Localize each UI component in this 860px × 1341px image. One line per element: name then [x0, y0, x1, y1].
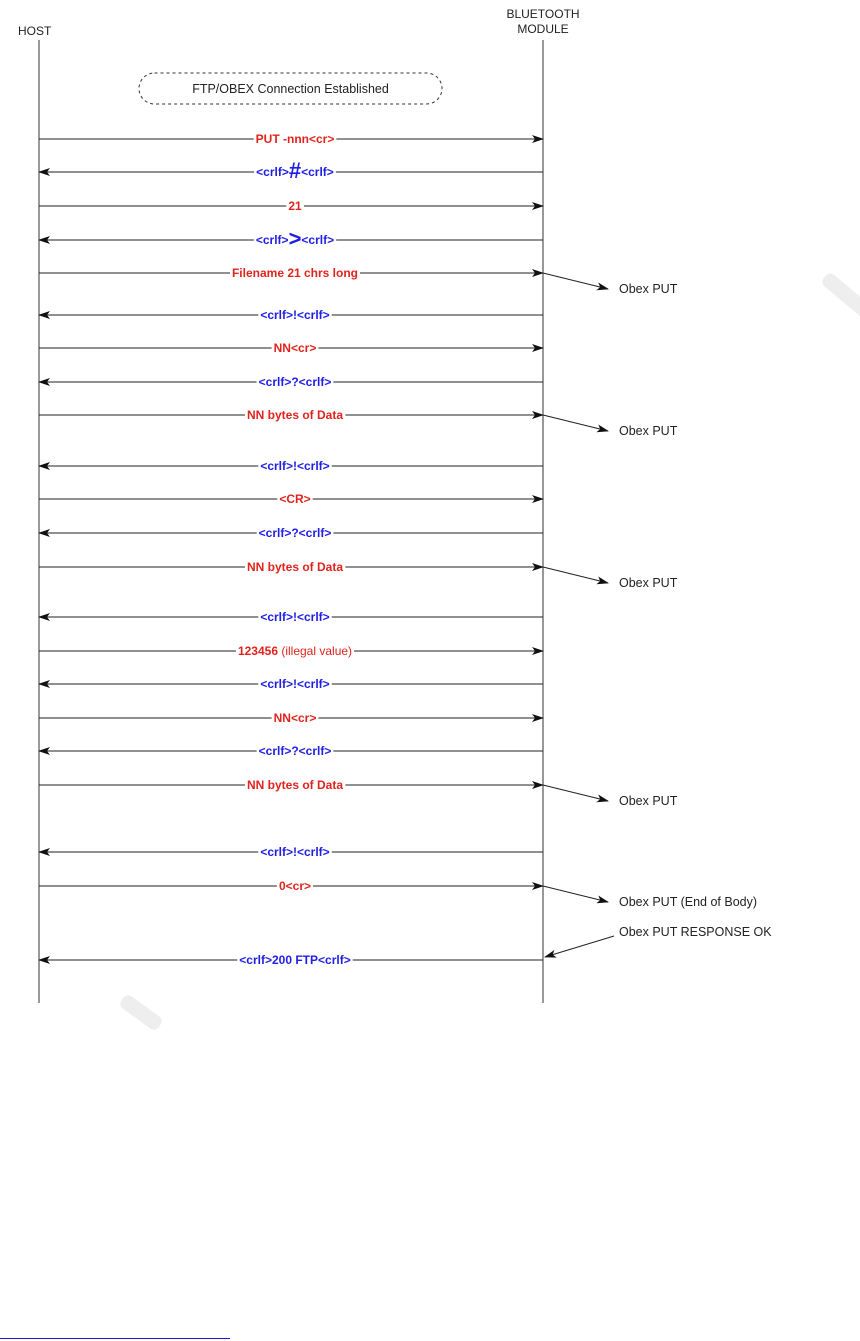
message-label-4	[256, 226, 334, 251]
message-label-part-1-1: PUT -nnn<cr>	[255, 132, 335, 146]
footnote-separator	[0, 1338, 230, 1339]
obex-put-label-5: Obex PUT	[619, 282, 678, 296]
message-label-18	[259, 744, 332, 758]
message-label-17	[274, 711, 317, 725]
message-label-22	[239, 953, 350, 967]
message-label-part-5-1: Filename 21 chrs long	[231, 266, 359, 280]
message-label-part-12-1: <crlf>?<crlf>	[258, 526, 332, 540]
message-label-part-19-1: NN bytes of Data	[246, 778, 344, 792]
message-label-part-15-1: 123456	[237, 644, 278, 658]
response-ok-label: Obex PUT RESPONSE OK	[619, 925, 772, 939]
response-ok-arrow	[545, 936, 614, 957]
message-label-7	[274, 341, 317, 355]
message-label-part-18-1: <crlf>?<crlf>	[258, 744, 332, 758]
message-label-part-9-1: NN bytes of Data	[246, 408, 344, 422]
obex-put-arrow-13	[543, 567, 608, 583]
message-label-part-8-1: <crlf>?<crlf>	[258, 375, 332, 389]
message-label-2	[256, 158, 334, 183]
module-actor-label-line1: BLUETOOTH	[506, 7, 580, 21]
module-actor-label-line2: MODULE	[517, 22, 569, 36]
message-label-20	[260, 845, 329, 859]
message-label-5	[232, 266, 358, 280]
obex-put-arrow-9	[543, 415, 608, 431]
obex-put-label-21: Obex PUT (End of Body)	[619, 895, 758, 909]
message-label-part-13-1: NN bytes of Data	[246, 560, 344, 574]
message-label-11	[279, 492, 310, 506]
message-label-part-2-1: <crlf>	[256, 165, 289, 179]
message-label-21	[279, 879, 311, 893]
message-label-part-6-1: <crlf>!<crlf>	[260, 308, 330, 322]
message-label-part-14-1: <crlf>!<crlf>	[260, 610, 330, 624]
message-label-part-15-2: (illegal value)	[278, 644, 353, 658]
message-label-part-17-1: NN<cr>	[273, 711, 317, 725]
message-group	[39, 132, 772, 967]
message-label-12	[259, 526, 332, 540]
message-label-part-20-1: <crlf>!<crlf>	[260, 845, 330, 859]
message-label-10	[260, 459, 329, 473]
message-label-part-11-1: <CR>	[279, 492, 311, 506]
message-label-3	[288, 199, 302, 213]
message-label-part-4-2: >	[288, 226, 302, 251]
message-label-part-3-1: 21	[288, 199, 302, 213]
obex-put-arrow-21	[543, 886, 608, 902]
message-label-19	[247, 778, 343, 792]
message-label-part-7-1: NN<cr>	[273, 341, 317, 355]
message-label-part-2-3: <crlf>	[301, 165, 334, 179]
message-label-9	[247, 408, 343, 422]
message-label-part-4-3: <crlf>	[301, 233, 335, 247]
message-label-part-22-1: <crlf>200 FTP<crlf>	[239, 953, 351, 967]
message-label-16	[260, 677, 329, 691]
message-label-6	[260, 308, 329, 322]
obex-put-label-13: Obex PUT	[619, 576, 678, 590]
obex-put-arrow-5	[543, 273, 608, 289]
message-label-part-2-2: #	[288, 158, 302, 183]
host-actor-label: HOST	[18, 24, 52, 38]
message-label-part-21-1: 0<cr>	[278, 879, 312, 893]
message-label-13	[247, 560, 343, 574]
message-label-1	[256, 132, 335, 146]
message-label-14	[260, 610, 329, 624]
message-label-part-10-1: <crlf>!<crlf>	[260, 459, 330, 473]
message-label-8	[259, 375, 332, 389]
connection-note-text: FTP/OBEX Connection Established	[192, 82, 389, 96]
obex-put-label-9: Obex PUT	[619, 424, 678, 438]
obex-put-label-19: Obex PUT	[619, 794, 678, 808]
obex-put-arrow-19	[543, 785, 608, 801]
message-label-part-16-1: <crlf>!<crlf>	[260, 677, 330, 691]
message-label-part-4-1: <crlf>	[255, 233, 289, 247]
message-label-15	[238, 644, 352, 658]
